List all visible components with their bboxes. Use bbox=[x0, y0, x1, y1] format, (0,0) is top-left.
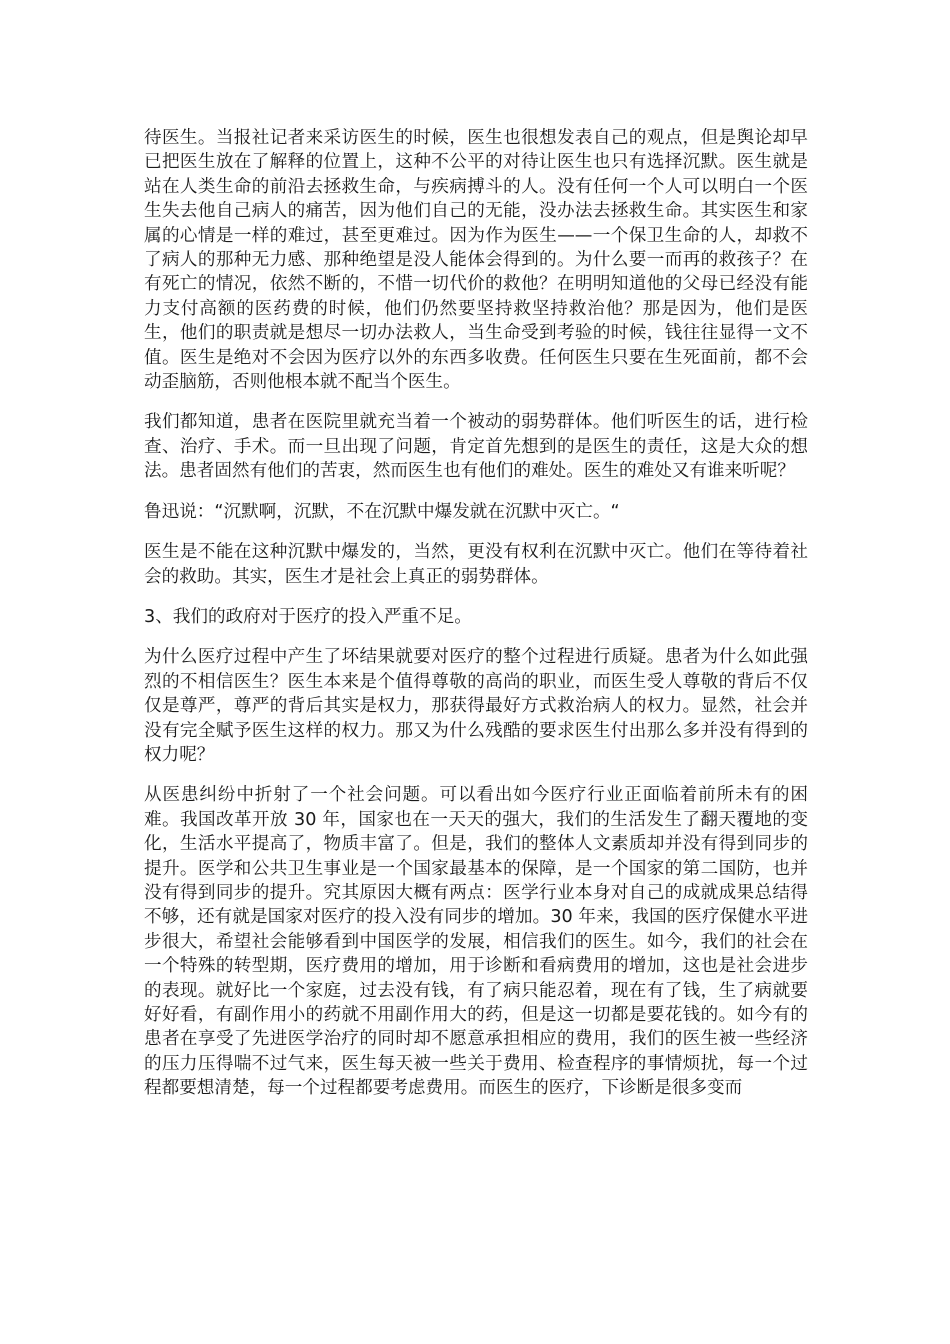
paragraph-social-problem: 从医患纠纷中折射了一个社会问题。可以看出如今医疗行业正面临着前所未有的困难。我国改革开放 30 年，国家也在一天天的强大，我们的生活发生了翻天覆地的变化，生活水平提高了，物质丰富了。但是，我们的整体人文素质却并没有得到同步的提升。医学和公共卫生事业是一个国家最基本的保障，是一个国家的第二国防，也并没有得到同步的提升。究其原因大概有两点：医学行业本身对自己的成就成果总结得不够，还有就是国家对医疗的投入没有同步的增加。30 年来，我国的医疗保健水平进步很大，希望社会能够看到中国医学的发展，相信我们的医生。如今，我们的社会在一个特殊的转型期，医疗费用的增加，用于诊断和看病费用的增加，这也是社会进步的表现。就好比一个家庭，过去没有钱，有了病只能忍着，现在有了钱，生了病就要好好看，有副作用小的药就不用副作用大的药，但是这一切都是要花钱的。如今有的患者在享受了先进医学治疗的同时却不愿意承担相应的费用，我们的医生被一些经济的压力压得喘不过气来，医生每天被一些关于费用、检查程序的事情烦扰，每一个过程都要想清楚，每一个过程都要考虑费用。而医生的医疗，下诊断是很多变而 bbox=[144, 785, 808, 1099]
paragraph-lu-xun-quote: 鲁迅说：“沉默啊，沉默，不在沉默中爆发就在沉默中灭亡。“ bbox=[144, 501, 620, 522]
document-page bbox=[144, 126, 808, 1117]
paragraph-doctors-silence: 待医生。当报社记者来采访医生的时候，医生也很想发表自己的观点，但是舆论却早已把医生放在了解释的位置上，这种不公平的对待让医生也只有选择沉默。医生就是站在人类生命的前沿去拯救生命，与疾病搏斗的人。没有任何一个人可以明白一个医生失去他自己病人的痛苦，因为他们自己的无能，没办法去拯救生命。其实医生和家属的心情是一样的难过，甚至更难过。因为作为医生——一个保卫生命的人，却救不了病人的那种无力感、那种绝望是没人能体会得到的。为什么要一而再的救孩子？在有死亡的情况，依然不断的，不惜一切代价的救他？在明明知道他的父母已经没有能力支付高额的医药费的时候，他们仍然要坚持救坚持救治他？那是因为，他们是医生，他们的职责就是想尽一切办法救人，当生命受到考验的时候，钱往往显得一文不值。医生是绝对不会因为医疗以外的东西多收费。任何医生只要在生死面前，都不会动歪脑筋，否则他根本就不配当个医生。 bbox=[144, 128, 808, 393]
paragraph-questioning-medical-process: 为什么医疗过程中产生了坏结果就要对医疗的整个过程进行质疑。患者为什么如此强烈的不相信医生？医生本来是个值得尊敬的高尚的职业，而医生受人尊敬的背后不仅仅是尊严，尊严的背后其实是权力，那获得最好方式救治病人的权力。显然，社会并没有完全赋予医生这样的权力。那又为什么残酷的要求医生付出那么多并没有得到的权力呢？ bbox=[144, 647, 808, 765]
paragraph-doctors-true-weak-group: 医生是不能在这种沉默中爆发的，当然，更没有权利在沉默中灭亡。他们在等待着社会的救助。其实，医生才是社会上真正的弱势群体。 bbox=[144, 542, 808, 587]
section-heading-government-investment: 3、我们的政府对于医疗的投入严重不足。 bbox=[144, 606, 472, 627]
paragraph-patients-weak-group: 我们都知道，患者在医院里就充当着一个被动的弱势群体。他们听医生的话，进行检查、治疗、手术。而一旦出现了问题，肯定首先想到的是医生的责任，这是大众的想法。患者固然有他们的苦衷，然而医生也有他们的难处。医生的难处又有谁来听呢？ bbox=[144, 412, 808, 482]
